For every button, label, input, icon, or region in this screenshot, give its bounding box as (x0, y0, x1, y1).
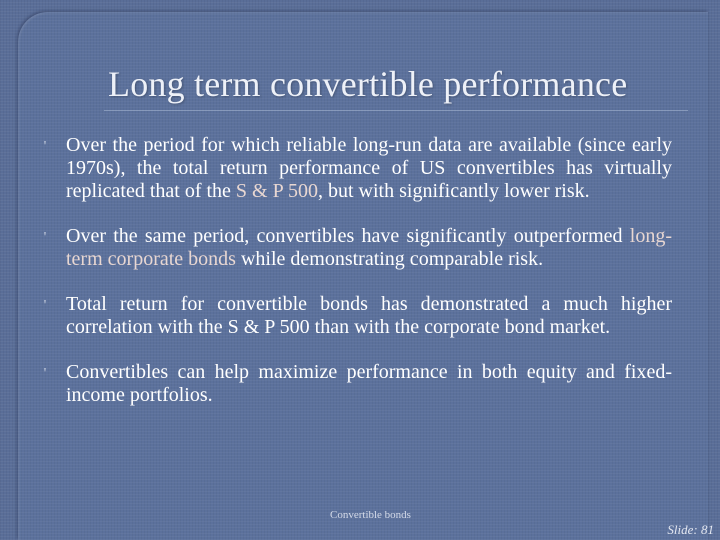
bullet-2-text: Over the same period, convertibles have significantly outperformed (66, 225, 630, 247)
title-divider (104, 110, 688, 111)
bullet-1-text-end: , but with significantly lower risk. (317, 180, 590, 202)
bullet-1-text: Over the period for which reliable long-run data are available (since early 1970s), the total return performance of US convertibles has virtually replicated that of the (66, 134, 672, 202)
slide-number: Slide: 81 (667, 522, 714, 537)
bullet-marker-icon: ꞌ (44, 230, 46, 242)
bullet-4-text: Convertibles can help maximize performance in both equity and fixed-income portfolios. (66, 361, 672, 406)
bullet-item-4 (44, 361, 672, 407)
slide-title: Long term convertible performance (108, 64, 628, 104)
bullet-item-1 (44, 134, 672, 203)
bullet-list (44, 134, 672, 429)
bullet-item-3 (44, 293, 672, 339)
bullet-marker-icon: ꞌ (44, 298, 46, 310)
bullet-3-text: Total return for convertible bonds has demonstrated a much higher correlation with the S & P 500 than with the corporate bond market. (66, 293, 672, 338)
bullet-item-2 (44, 225, 672, 271)
bullet-marker-icon: ꞌ (44, 139, 46, 151)
slide-footer: Convertible bonds (330, 509, 411, 521)
bullet-marker-icon: ꞌ (44, 366, 46, 378)
bullet-2-text-end: while demonstrating comparable risk. (235, 248, 544, 270)
bullet-1-highlight: S & P 500 (235, 180, 318, 202)
bullet-2-highlight: long-term corporate bonds (66, 225, 672, 270)
